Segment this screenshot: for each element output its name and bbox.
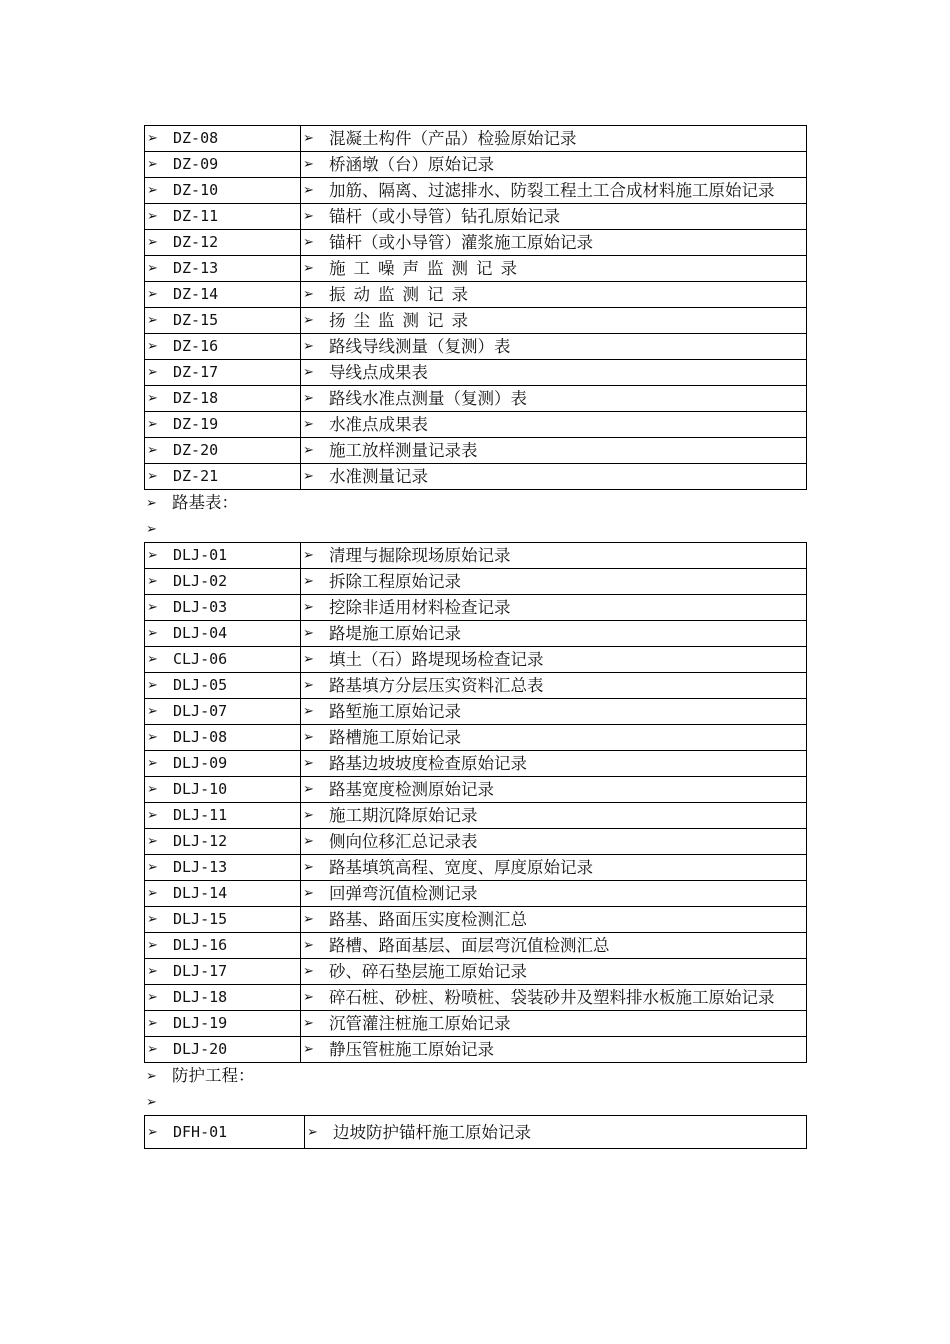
code-text: DZ-08 bbox=[173, 129, 219, 147]
desc-cell bbox=[301, 855, 807, 881]
code-cell bbox=[145, 829, 301, 855]
arrow-bullet-icon: ➢ bbox=[303, 990, 314, 1005]
heading-text: 路基表： bbox=[172, 493, 238, 512]
arrow-bullet-icon: ➢ bbox=[303, 417, 314, 432]
table-row bbox=[145, 386, 807, 412]
table-row bbox=[145, 569, 807, 595]
code-text: DLJ-02 bbox=[173, 572, 228, 590]
arrow-bullet-icon: ➢ bbox=[147, 600, 158, 615]
arrow-bullet-icon: ➢ bbox=[303, 626, 314, 641]
arrow-bullet-icon: ➢ bbox=[146, 495, 157, 511]
desc-text: 路槽施工原始记录 bbox=[329, 728, 461, 747]
desc-cell bbox=[301, 569, 807, 595]
arrow-bullet-icon: ➢ bbox=[303, 365, 314, 380]
arrow-bullet-icon: ➢ bbox=[147, 417, 158, 432]
table-row bbox=[145, 282, 807, 308]
code-cell bbox=[145, 204, 301, 230]
code-cell bbox=[145, 595, 301, 621]
arrow-bullet-icon: ➢ bbox=[303, 443, 314, 458]
arrow-bullet-icon: ➢ bbox=[147, 886, 158, 901]
arrow-bullet-icon: ➢ bbox=[147, 808, 158, 823]
section-heading-subgrade bbox=[144, 490, 807, 516]
code-text: DLJ-11 bbox=[173, 806, 228, 824]
table-row bbox=[145, 204, 807, 230]
code-cell bbox=[145, 673, 301, 699]
arrow-bullet-icon: ➢ bbox=[303, 886, 314, 901]
desc-cell bbox=[301, 1037, 807, 1063]
desc-cell bbox=[301, 126, 807, 152]
arrow-bullet-icon: ➢ bbox=[147, 938, 158, 953]
arrow-bullet-icon: ➢ bbox=[303, 860, 314, 875]
arrow-bullet-icon: ➢ bbox=[303, 600, 314, 615]
code-cell bbox=[145, 1116, 305, 1149]
arrow-bullet-icon: ➢ bbox=[147, 313, 158, 328]
arrow-bullet-icon: ➢ bbox=[147, 183, 158, 198]
code-cell bbox=[145, 386, 301, 412]
arrow-bullet-icon: ➢ bbox=[303, 313, 314, 328]
arrow-bullet-icon: ➢ bbox=[146, 521, 157, 537]
desc-cell bbox=[301, 334, 807, 360]
code-text: DLJ-14 bbox=[173, 884, 228, 902]
table-row bbox=[145, 829, 807, 855]
arrow-bullet-icon: ➢ bbox=[303, 131, 314, 146]
table-dfh bbox=[144, 1115, 807, 1149]
table-row bbox=[145, 1037, 807, 1063]
desc-cell bbox=[301, 308, 807, 334]
code-text: DLJ-09 bbox=[173, 754, 228, 772]
desc-cell bbox=[301, 933, 807, 959]
desc-cell bbox=[301, 907, 807, 933]
desc-text: 扬尘监测记录 bbox=[329, 311, 476, 330]
table-row bbox=[145, 360, 807, 386]
arrow-bullet-icon: ➢ bbox=[303, 678, 314, 693]
code-text: DZ-14 bbox=[173, 285, 219, 303]
desc-text: 路基填方分层压实资料汇总表 bbox=[329, 676, 544, 695]
table-row bbox=[145, 725, 807, 751]
arrow-bullet-icon: ➢ bbox=[146, 1094, 157, 1110]
code-cell bbox=[145, 959, 301, 985]
desc-cell bbox=[301, 256, 807, 282]
code-text: DLJ-18 bbox=[173, 988, 228, 1006]
arrow-bullet-icon: ➢ bbox=[147, 990, 158, 1005]
code-text: DLJ-10 bbox=[173, 780, 228, 798]
code-text: DLJ-12 bbox=[173, 832, 228, 850]
arrow-bullet-icon: ➢ bbox=[303, 235, 314, 250]
desc-cell bbox=[301, 699, 807, 725]
code-text: CLJ-06 bbox=[173, 650, 228, 668]
table-row bbox=[145, 595, 807, 621]
desc-text: 路基宽度检测原始记录 bbox=[329, 780, 494, 799]
arrow-bullet-icon: ➢ bbox=[146, 1068, 157, 1084]
code-text: DLJ-01 bbox=[173, 546, 228, 564]
code-text: DZ-17 bbox=[173, 363, 219, 381]
desc-cell bbox=[301, 386, 807, 412]
code-text: DZ-19 bbox=[173, 415, 219, 433]
code-text: DZ-11 bbox=[173, 207, 219, 225]
arrow-bullet-icon: ➢ bbox=[147, 652, 158, 667]
code-cell bbox=[145, 282, 301, 308]
table-row bbox=[145, 412, 807, 438]
code-text: DLJ-17 bbox=[173, 962, 228, 980]
code-cell bbox=[145, 621, 301, 647]
code-cell bbox=[145, 933, 301, 959]
arrow-bullet-icon: ➢ bbox=[303, 548, 314, 563]
table-row bbox=[145, 933, 807, 959]
table-row bbox=[145, 881, 807, 907]
arrow-bullet-icon: ➢ bbox=[303, 912, 314, 927]
desc-cell bbox=[301, 464, 807, 490]
arrow-bullet-icon: ➢ bbox=[303, 1016, 314, 1031]
arrow-bullet-icon: ➢ bbox=[147, 443, 158, 458]
desc-text: 加筋、隔离、过滤排水、防裂工程土工合成材料施工原始记录 bbox=[329, 181, 775, 200]
desc-cell bbox=[301, 985, 807, 1011]
desc-text: 导线点成果表 bbox=[329, 363, 428, 382]
desc-cell bbox=[301, 725, 807, 751]
code-text: DZ-12 bbox=[173, 233, 219, 251]
arrow-bullet-icon: ➢ bbox=[303, 756, 314, 771]
arrow-bullet-icon: ➢ bbox=[147, 469, 158, 484]
arrow-bullet-icon: ➢ bbox=[147, 209, 158, 224]
table-dlj bbox=[144, 542, 807, 1063]
table-row bbox=[145, 647, 807, 673]
desc-cell bbox=[301, 543, 807, 569]
table-row bbox=[145, 1116, 807, 1149]
table-row bbox=[145, 126, 807, 152]
desc-text: 碎石桩、砂桩、粉喷桩、袋装砂井及塑料排水板施工原始记录 bbox=[329, 988, 775, 1007]
arrow-bullet-icon: ➢ bbox=[303, 834, 314, 849]
arrow-bullet-icon: ➢ bbox=[307, 1124, 318, 1140]
desc-cell bbox=[301, 673, 807, 699]
table-row bbox=[145, 543, 807, 569]
desc-text: 锚杆（或小导管）灌浆施工原始记录 bbox=[329, 233, 593, 252]
desc-text: 拆除工程原始记录 bbox=[329, 572, 461, 591]
table-row bbox=[145, 308, 807, 334]
arrow-bullet-icon: ➢ bbox=[147, 391, 158, 406]
code-text: DLJ-16 bbox=[173, 936, 228, 954]
arrow-bullet-icon: ➢ bbox=[303, 157, 314, 172]
table-row bbox=[145, 985, 807, 1011]
arrow-bullet-icon: ➢ bbox=[303, 574, 314, 589]
desc-text: 路槽、路面基层、面层弯沉值检测汇总 bbox=[329, 936, 610, 955]
table-row bbox=[145, 438, 807, 464]
desc-cell bbox=[301, 595, 807, 621]
code-text: DLJ-04 bbox=[173, 624, 228, 642]
arrow-bullet-icon: ➢ bbox=[147, 756, 158, 771]
code-cell bbox=[145, 308, 301, 334]
table-row bbox=[145, 959, 807, 985]
arrow-bullet-icon: ➢ bbox=[147, 912, 158, 927]
desc-text: 填土（石）路堤现场检查记录 bbox=[329, 650, 544, 669]
arrow-bullet-icon: ➢ bbox=[147, 834, 158, 849]
table-row bbox=[145, 777, 807, 803]
desc-text: 砂、碎石垫层施工原始记录 bbox=[329, 962, 527, 981]
desc-text: 施工放样测量记录表 bbox=[329, 441, 478, 460]
arrow-bullet-icon: ➢ bbox=[147, 131, 158, 146]
table-dz bbox=[144, 125, 807, 490]
desc-text: 挖除非适用材料检查记录 bbox=[329, 598, 511, 617]
code-text: DLJ-08 bbox=[173, 728, 228, 746]
code-text: DZ-09 bbox=[173, 155, 219, 173]
desc-text: 静压管桩施工原始记录 bbox=[329, 1040, 494, 1059]
arrow-bullet-icon: ➢ bbox=[147, 235, 158, 250]
code-cell bbox=[145, 569, 301, 595]
arrow-bullet-icon: ➢ bbox=[303, 209, 314, 224]
arrow-bullet-icon: ➢ bbox=[147, 678, 158, 693]
code-text: DZ-21 bbox=[173, 467, 219, 485]
arrow-bullet-icon: ➢ bbox=[147, 964, 158, 979]
code-text: DLJ-13 bbox=[173, 858, 228, 876]
desc-cell bbox=[301, 438, 807, 464]
arrow-bullet-icon: ➢ bbox=[147, 782, 158, 797]
code-text: DZ-15 bbox=[173, 311, 219, 329]
arrow-bullet-icon: ➢ bbox=[303, 808, 314, 823]
code-text: DZ-10 bbox=[173, 181, 219, 199]
arrow-bullet-icon: ➢ bbox=[303, 183, 314, 198]
table-row bbox=[145, 803, 807, 829]
code-text: DZ-20 bbox=[173, 441, 219, 459]
arrow-bullet-icon: ➢ bbox=[303, 730, 314, 745]
desc-cell bbox=[301, 751, 807, 777]
code-cell bbox=[145, 360, 301, 386]
arrow-bullet-icon: ➢ bbox=[303, 1042, 314, 1057]
table-row bbox=[145, 230, 807, 256]
arrow-bullet-icon: ➢ bbox=[147, 730, 158, 745]
table-row bbox=[145, 334, 807, 360]
table-row bbox=[145, 907, 807, 933]
arrow-bullet-icon: ➢ bbox=[147, 365, 158, 380]
desc-text: 路堤施工原始记录 bbox=[329, 624, 461, 643]
code-cell bbox=[145, 881, 301, 907]
desc-cell bbox=[301, 178, 807, 204]
heading-text: 防护工程： bbox=[172, 1066, 255, 1085]
desc-text: 边坡防护锚杆施工原始记录 bbox=[333, 1122, 531, 1142]
arrow-bullet-icon: ➢ bbox=[147, 626, 158, 641]
code-text: DLJ-15 bbox=[173, 910, 228, 928]
desc-cell bbox=[301, 621, 807, 647]
code-cell bbox=[145, 751, 301, 777]
arrow-bullet-icon: ➢ bbox=[147, 1016, 158, 1031]
code-cell bbox=[145, 412, 301, 438]
desc-text: 水准测量记录 bbox=[329, 467, 428, 486]
code-text: DLJ-19 bbox=[173, 1014, 228, 1032]
code-cell bbox=[145, 178, 301, 204]
arrow-bullet-icon: ➢ bbox=[303, 704, 314, 719]
desc-cell bbox=[301, 230, 807, 256]
code-cell bbox=[145, 543, 301, 569]
desc-text: 桥涵墩（台）原始记录 bbox=[329, 155, 494, 174]
section-heading-protection bbox=[144, 1063, 807, 1089]
arrow-bullet-icon: ➢ bbox=[147, 339, 158, 354]
code-cell bbox=[145, 152, 301, 178]
arrow-bullet-icon: ➢ bbox=[147, 157, 158, 172]
code-cell bbox=[145, 256, 301, 282]
desc-cell bbox=[305, 1116, 807, 1149]
code-cell bbox=[145, 438, 301, 464]
code-cell bbox=[145, 855, 301, 881]
desc-text: 锚杆（或小导管）钻孔原始记录 bbox=[329, 207, 560, 226]
code-cell bbox=[145, 725, 301, 751]
desc-text: 振动监测记录 bbox=[329, 285, 476, 304]
code-text: DZ-18 bbox=[173, 389, 219, 407]
document-page bbox=[144, 125, 807, 1149]
code-cell bbox=[145, 1011, 301, 1037]
code-cell bbox=[145, 777, 301, 803]
arrow-bullet-icon: ➢ bbox=[303, 391, 314, 406]
desc-cell bbox=[301, 959, 807, 985]
code-cell bbox=[145, 464, 301, 490]
arrow-bullet-icon: ➢ bbox=[147, 860, 158, 875]
desc-text: 路线导线测量（复测）表 bbox=[329, 337, 511, 356]
desc-cell bbox=[301, 282, 807, 308]
desc-cell bbox=[301, 881, 807, 907]
arrow-bullet-icon: ➢ bbox=[147, 1042, 158, 1057]
arrow-bullet-icon: ➢ bbox=[147, 704, 158, 719]
code-cell bbox=[145, 985, 301, 1011]
table-row bbox=[145, 751, 807, 777]
desc-cell bbox=[301, 829, 807, 855]
arrow-bullet-icon: ➢ bbox=[303, 938, 314, 953]
desc-text: 侧向位移汇总记录表 bbox=[329, 832, 478, 851]
table-row bbox=[145, 699, 807, 725]
code-text: DLJ-20 bbox=[173, 1040, 228, 1058]
table-row bbox=[145, 621, 807, 647]
empty-bullet-line bbox=[144, 1089, 807, 1115]
desc-text: 沉管灌注桩施工原始记录 bbox=[329, 1014, 511, 1033]
table-row bbox=[145, 152, 807, 178]
table-row bbox=[145, 1011, 807, 1037]
desc-text: 路基填筑高程、宽度、厚度原始记录 bbox=[329, 858, 593, 877]
desc-text: 路堑施工原始记录 bbox=[329, 702, 461, 721]
desc-cell bbox=[301, 803, 807, 829]
code-cell bbox=[145, 699, 301, 725]
table-row bbox=[145, 256, 807, 282]
code-text: DZ-13 bbox=[173, 259, 219, 277]
arrow-bullet-icon: ➢ bbox=[303, 339, 314, 354]
code-cell bbox=[145, 907, 301, 933]
code-cell bbox=[145, 803, 301, 829]
desc-text: 施工噪声监测记录 bbox=[329, 259, 525, 278]
arrow-bullet-icon: ➢ bbox=[303, 261, 314, 276]
arrow-bullet-icon: ➢ bbox=[147, 261, 158, 276]
desc-text: 路基边坡坡度检查原始记录 bbox=[329, 754, 527, 773]
code-text: DLJ-03 bbox=[173, 598, 228, 616]
arrow-bullet-icon: ➢ bbox=[303, 652, 314, 667]
code-text: DZ-16 bbox=[173, 337, 219, 355]
desc-text: 施工期沉降原始记录 bbox=[329, 806, 478, 825]
arrow-bullet-icon: ➢ bbox=[147, 1124, 158, 1140]
arrow-bullet-icon: ➢ bbox=[147, 287, 158, 302]
code-text: DFH-01 bbox=[173, 1122, 228, 1141]
desc-text: 回弹弯沉值检测记录 bbox=[329, 884, 478, 903]
code-text: DLJ-05 bbox=[173, 676, 228, 694]
desc-cell bbox=[301, 360, 807, 386]
desc-cell bbox=[301, 412, 807, 438]
desc-text: 水准点成果表 bbox=[329, 415, 428, 434]
code-cell bbox=[145, 126, 301, 152]
code-cell bbox=[145, 647, 301, 673]
code-cell bbox=[145, 334, 301, 360]
desc-text: 路线水准点测量（复测）表 bbox=[329, 389, 527, 408]
code-text: DLJ-07 bbox=[173, 702, 228, 720]
desc-text: 清理与掘除现场原始记录 bbox=[329, 546, 511, 565]
arrow-bullet-icon: ➢ bbox=[147, 574, 158, 589]
table-row bbox=[145, 855, 807, 881]
arrow-bullet-icon: ➢ bbox=[303, 287, 314, 302]
table-row bbox=[145, 178, 807, 204]
code-cell bbox=[145, 230, 301, 256]
desc-cell bbox=[301, 777, 807, 803]
table-row bbox=[145, 673, 807, 699]
desc-cell bbox=[301, 1011, 807, 1037]
desc-cell bbox=[301, 647, 807, 673]
arrow-bullet-icon: ➢ bbox=[147, 548, 158, 563]
desc-cell bbox=[301, 152, 807, 178]
desc-text: 路基、路面压实度检测汇总 bbox=[329, 910, 527, 929]
table-row bbox=[145, 464, 807, 490]
code-cell bbox=[145, 1037, 301, 1063]
arrow-bullet-icon: ➢ bbox=[303, 469, 314, 484]
empty-bullet-line bbox=[144, 516, 807, 542]
desc-cell bbox=[301, 204, 807, 230]
desc-text: 混凝土构件（产品）检验原始记录 bbox=[329, 129, 577, 148]
arrow-bullet-icon: ➢ bbox=[303, 964, 314, 979]
arrow-bullet-icon: ➢ bbox=[303, 782, 314, 797]
